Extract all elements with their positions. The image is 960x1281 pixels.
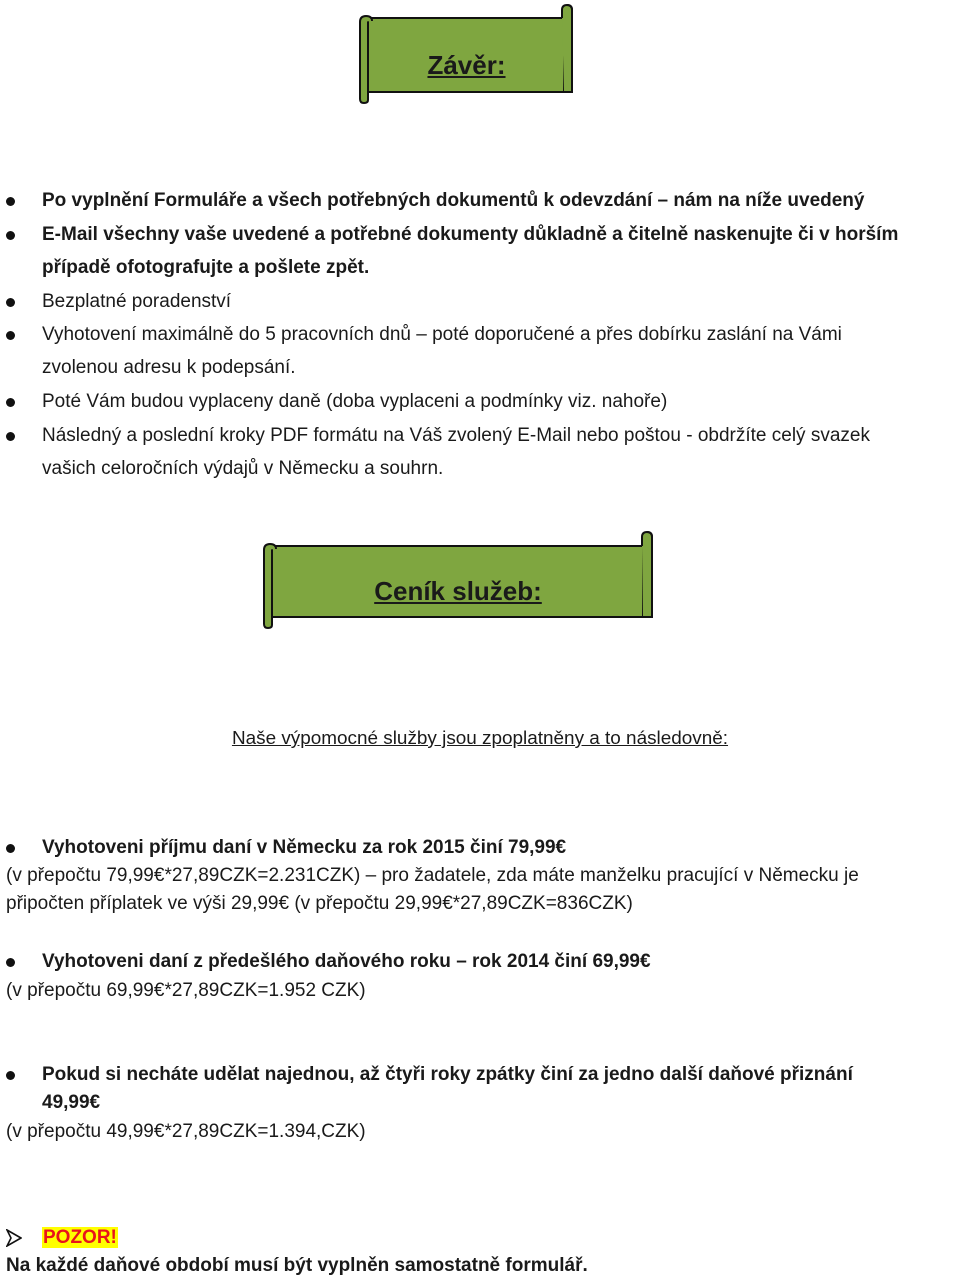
bullet-icon: [6, 398, 15, 407]
bullet-icon: [6, 844, 15, 853]
conclusion-item-5-line-2: vašich celoročních výdajů v Německu a souhrn.: [42, 458, 444, 479]
warning-text: Na každé daňové období musí být vyplněn samostatně formulář.: [6, 1255, 588, 1276]
conclusion-item-1-line-1: Po vyplnění Formuláře a všech potřebných dokumentů k odevzdání – nám na níže uvedený: [42, 190, 865, 211]
arrowhead-bullet-icon: [6, 1229, 22, 1247]
bullet-icon: [6, 958, 15, 967]
pricing-banner: [258, 530, 658, 630]
bullet-icon: [6, 231, 15, 240]
conclusion-title: Závěr:: [427, 50, 506, 80]
conclusion-item-3-line-2: zvolenou adresu k podepsání.: [42, 357, 296, 378]
conclusion-item-1-line-3: případě ofotografujte a pošlete zpět.: [42, 257, 370, 278]
price-item-1-detail-1: (v přepočtu 79,99€*27,89CZK=2.231CZK) – pro žadatele, zda máte manželku pracující v Německu je: [6, 865, 859, 886]
warning-label: [42, 1226, 118, 1250]
price-item-2-heading: Vyhotoveni daní z předešlého daňového roku – rok 2014 činí 69,99€: [42, 951, 651, 972]
price-item-2-detail: (v přepočtu 69,99€*27,89CZK=1.952 CZK): [6, 980, 366, 1001]
conclusion-item-2: Bezplatné poradenství: [42, 291, 232, 312]
conclusion-item-3-line-1: Vyhotovení maximálně do 5 pracovních dnů – poté doporučené a přes dobírku zaslání na Vámi: [42, 324, 842, 345]
conclusion-banner: [354, 2, 579, 104]
warning-label-text: POZOR!: [43, 1227, 117, 1248]
bullet-icon: [6, 1071, 15, 1080]
price-item-1-detail-2: připočten příplatek ve výši 29,99€ (v přepočtu 29,99€*27,89CZK=836CZK): [6, 893, 633, 914]
conclusion-item-4: Poté Vám budou vyplaceny daně (doba vyplaceni a podmínky viz. nahoře): [42, 391, 668, 412]
conclusion-item-5-line-1: Následný a poslední kroky PDF formátu na Váš zvolený E-Mail nebo poštou - obdržíte celý svazek: [42, 425, 870, 446]
bullet-icon: [6, 298, 15, 307]
price-item-1-heading: Vyhotoveni příjmu daní v Německu za rok 2015 činí 79,99€: [42, 837, 567, 858]
price-item-3-detail: (v přepočtu 49,99€*27,89CZK=1.394,CZK): [6, 1121, 366, 1142]
price-item-3-heading-price: 49,99€: [42, 1092, 101, 1113]
pricing-intro: Naše výpomocné služby jsou zpoplatněny a to následovně:: [231, 728, 729, 749]
bullet-icon: [6, 197, 15, 206]
pricing-title: Ceník služeb:: [374, 576, 542, 606]
bullet-icon: [6, 331, 15, 340]
bullet-icon: [6, 432, 15, 441]
conclusion-item-1-line-2: E-Mail všechny vaše uvedené a potřebné dokumenty důkladně a čitelně naskenujte či v horším: [42, 224, 899, 245]
price-item-3-heading: Pokud si necháte udělat najednou, až čtyři roky zpátky činí za jedno další daňové přiznání: [42, 1064, 853, 1085]
